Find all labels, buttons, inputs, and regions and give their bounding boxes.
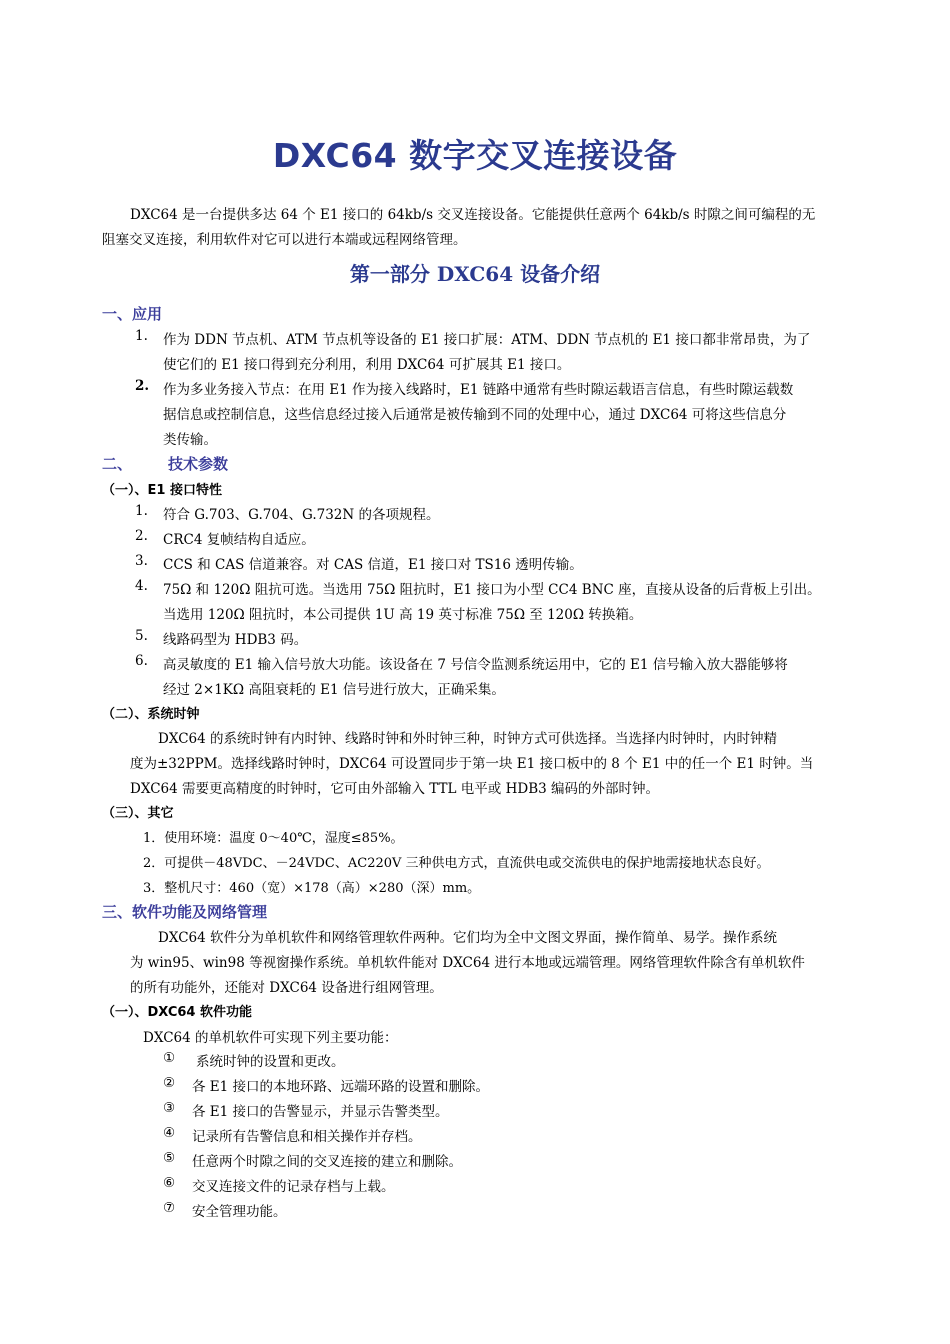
list-item-line: CRC4 复帧结构自适应。 <box>163 532 315 548</box>
list-item-line: 作为多业务接入节点：在用 E1 作为接入线路时，E1 链路中通常有些时隙运载语言信息，有些时隙运载数 <box>163 382 794 398</box>
section-tech-params-heading: 技术参数 <box>168 455 229 473</box>
list-number: 4. <box>135 578 148 594</box>
list-item-line: 任意两个时隙之间的交叉连接的建立和删除。 <box>192 1154 462 1170</box>
subsection-software-functions-heading: （一）、DXC64 软件功能 <box>102 1005 253 1020</box>
intro-line-2: 阻塞交叉连接，利用软件对它可以进行本端或远程网络管理。 <box>102 232 467 248</box>
list-item-line: 类传输。 <box>163 432 217 448</box>
paragraph-line: DXC64 的系统时钟有内时钟、线路时钟和外时钟三种，时钟方式可供选择。当选择内时钟时，内时钟精 <box>158 731 777 747</box>
list-item-line: 75Ω 和 120Ω 阻抗可选。当选用 75Ω 阻抗时，E1 接口为小型 CC4 BNC 座，直接从设备的后背板上引出。 <box>163 582 821 598</box>
circled-number: ⑥ <box>163 1175 176 1191</box>
list-item-line: 符合 G.703、G.704、G.732N 的各项规程。 <box>163 507 440 523</box>
intro-line-1: DXC64 是一台提供多达 64 个 E1 接口的 64kb/s 交叉连接设备。它能提供任意两个 64kb/s 时隙之间可编程的无 <box>130 207 816 223</box>
paragraph-line: 为 win95、win98 等视窗操作系统。单机软件能对 DXC64 进行本地或远端管理。网络管理软件除含有单机软件 <box>130 955 805 971</box>
list-item-line: 交叉连接文件的记录存档与上载。 <box>192 1179 395 1195</box>
list-number: 3. <box>135 553 148 569</box>
list-item-line: 3．整机尺寸：460（宽）×178（高）×280（深）mm。 <box>143 881 481 896</box>
list-item-line: 各 E1 接口的告警显示，并显示告警类型。 <box>192 1104 449 1120</box>
paragraph-line: DXC64 需要更高精度的时钟时，它可由外部输入 TTL 电平或 HDB3 编码的外部时钟。 <box>130 781 659 797</box>
subsection-e1-heading: （一）、E1 接口特性 <box>102 483 222 498</box>
paragraph-line: 的所有功能外，还能对 DXC64 设备进行组网管理。 <box>130 980 443 996</box>
list-item-line: 线路码型为 HDB3 码。 <box>163 632 308 648</box>
paragraph-line: DXC64 的单机软件可实现下列主要功能： <box>143 1030 398 1046</box>
paragraph-line: 度为±32PPM。选择线路时钟时，DXC64 可设置同步于第一块 E1 接口板中的 8 个 E1 中的任一个 E1 时钟。当 <box>130 756 814 772</box>
section-software-heading: 三、软件功能及网络管理 <box>102 903 268 921</box>
list-item-line: 2．可提供－48VDC、－24VDC、AC220V 三种供电方式，直流供电或交流供电的保护地需接地状态良好。 <box>143 856 770 871</box>
circled-number: ③ <box>163 1100 176 1116</box>
list-number: 1. <box>135 503 148 519</box>
list-item-line: 经过 2×1KΩ 高阻衰耗的 E1 信号进行放大，正确采集。 <box>163 682 505 698</box>
list-item-line: 1．使用环境：温度 0～40℃，湿度≤85%。 <box>143 831 404 846</box>
list-number: 2. <box>135 528 148 544</box>
list-number: 2. <box>135 378 150 394</box>
list-item-line: 作为 DDN 节点机、ATM 节点机等设备的 E1 接口扩展：ATM、DDN 节点机的 E1 接口都非常昂贵，为了 <box>163 332 811 348</box>
list-number: 5. <box>135 628 148 644</box>
section-tech-params-number: 二、 <box>102 455 133 473</box>
list-item-line: 据信息或控制信息，这些信息经过接入后通常是被传输到不同的处理中心，通过 DXC64 可将这些信息分 <box>163 407 787 423</box>
list-item-line: 当选用 120Ω 阻抗时，本公司提供 1U 高 19 英寸标准 75Ω 至 120Ω 转换箱。 <box>163 607 643 623</box>
list-item-line: 使它们的 E1 接口得到充分利用，利用 DXC64 可扩展其 E1 接口。 <box>163 357 571 373</box>
list-number: 1. <box>135 328 148 344</box>
section-application-heading: 一、应用 <box>102 305 163 323</box>
circled-number: ④ <box>163 1125 176 1141</box>
part-one-title: 第一部分 DXC64 设备介绍 <box>349 262 601 286</box>
subsection-clock-heading: （二）、系统时钟 <box>102 707 200 722</box>
list-number: 6. <box>135 653 148 669</box>
list-item-line: 记录所有告警信息和相关操作并存档。 <box>192 1129 422 1145</box>
list-item-line: 各 E1 接口的本地环路、远端环路的设置和删除。 <box>192 1079 490 1095</box>
list-item-line: CCS 和 CAS 信道兼容。对 CAS 信道，E1 接口对 TS16 透明传输。 <box>163 557 583 573</box>
paragraph-line: DXC64 软件分为单机软件和网络管理软件两种。它们均为全中文图文界面，操作简单、易学。操作系统 <box>158 930 777 946</box>
circled-number: ⑦ <box>163 1200 176 1216</box>
circled-number: ① <box>163 1050 176 1066</box>
list-item-line: 系统时钟的设置和更改。 <box>196 1054 345 1070</box>
document-title: DXC64 数字交叉连接设备 <box>272 136 678 175</box>
list-item-line: 安全管理功能。 <box>192 1204 287 1220</box>
subsection-other-heading: （三）、其它 <box>102 806 174 821</box>
circled-number: ② <box>163 1075 176 1091</box>
list-item-line: 高灵敏度的 E1 输入信号放大功能。该设备在 7 号信令监测系统运用中，它的 E1 信号输入放大器能够将 <box>163 657 788 673</box>
circled-number: ⑤ <box>163 1150 176 1166</box>
